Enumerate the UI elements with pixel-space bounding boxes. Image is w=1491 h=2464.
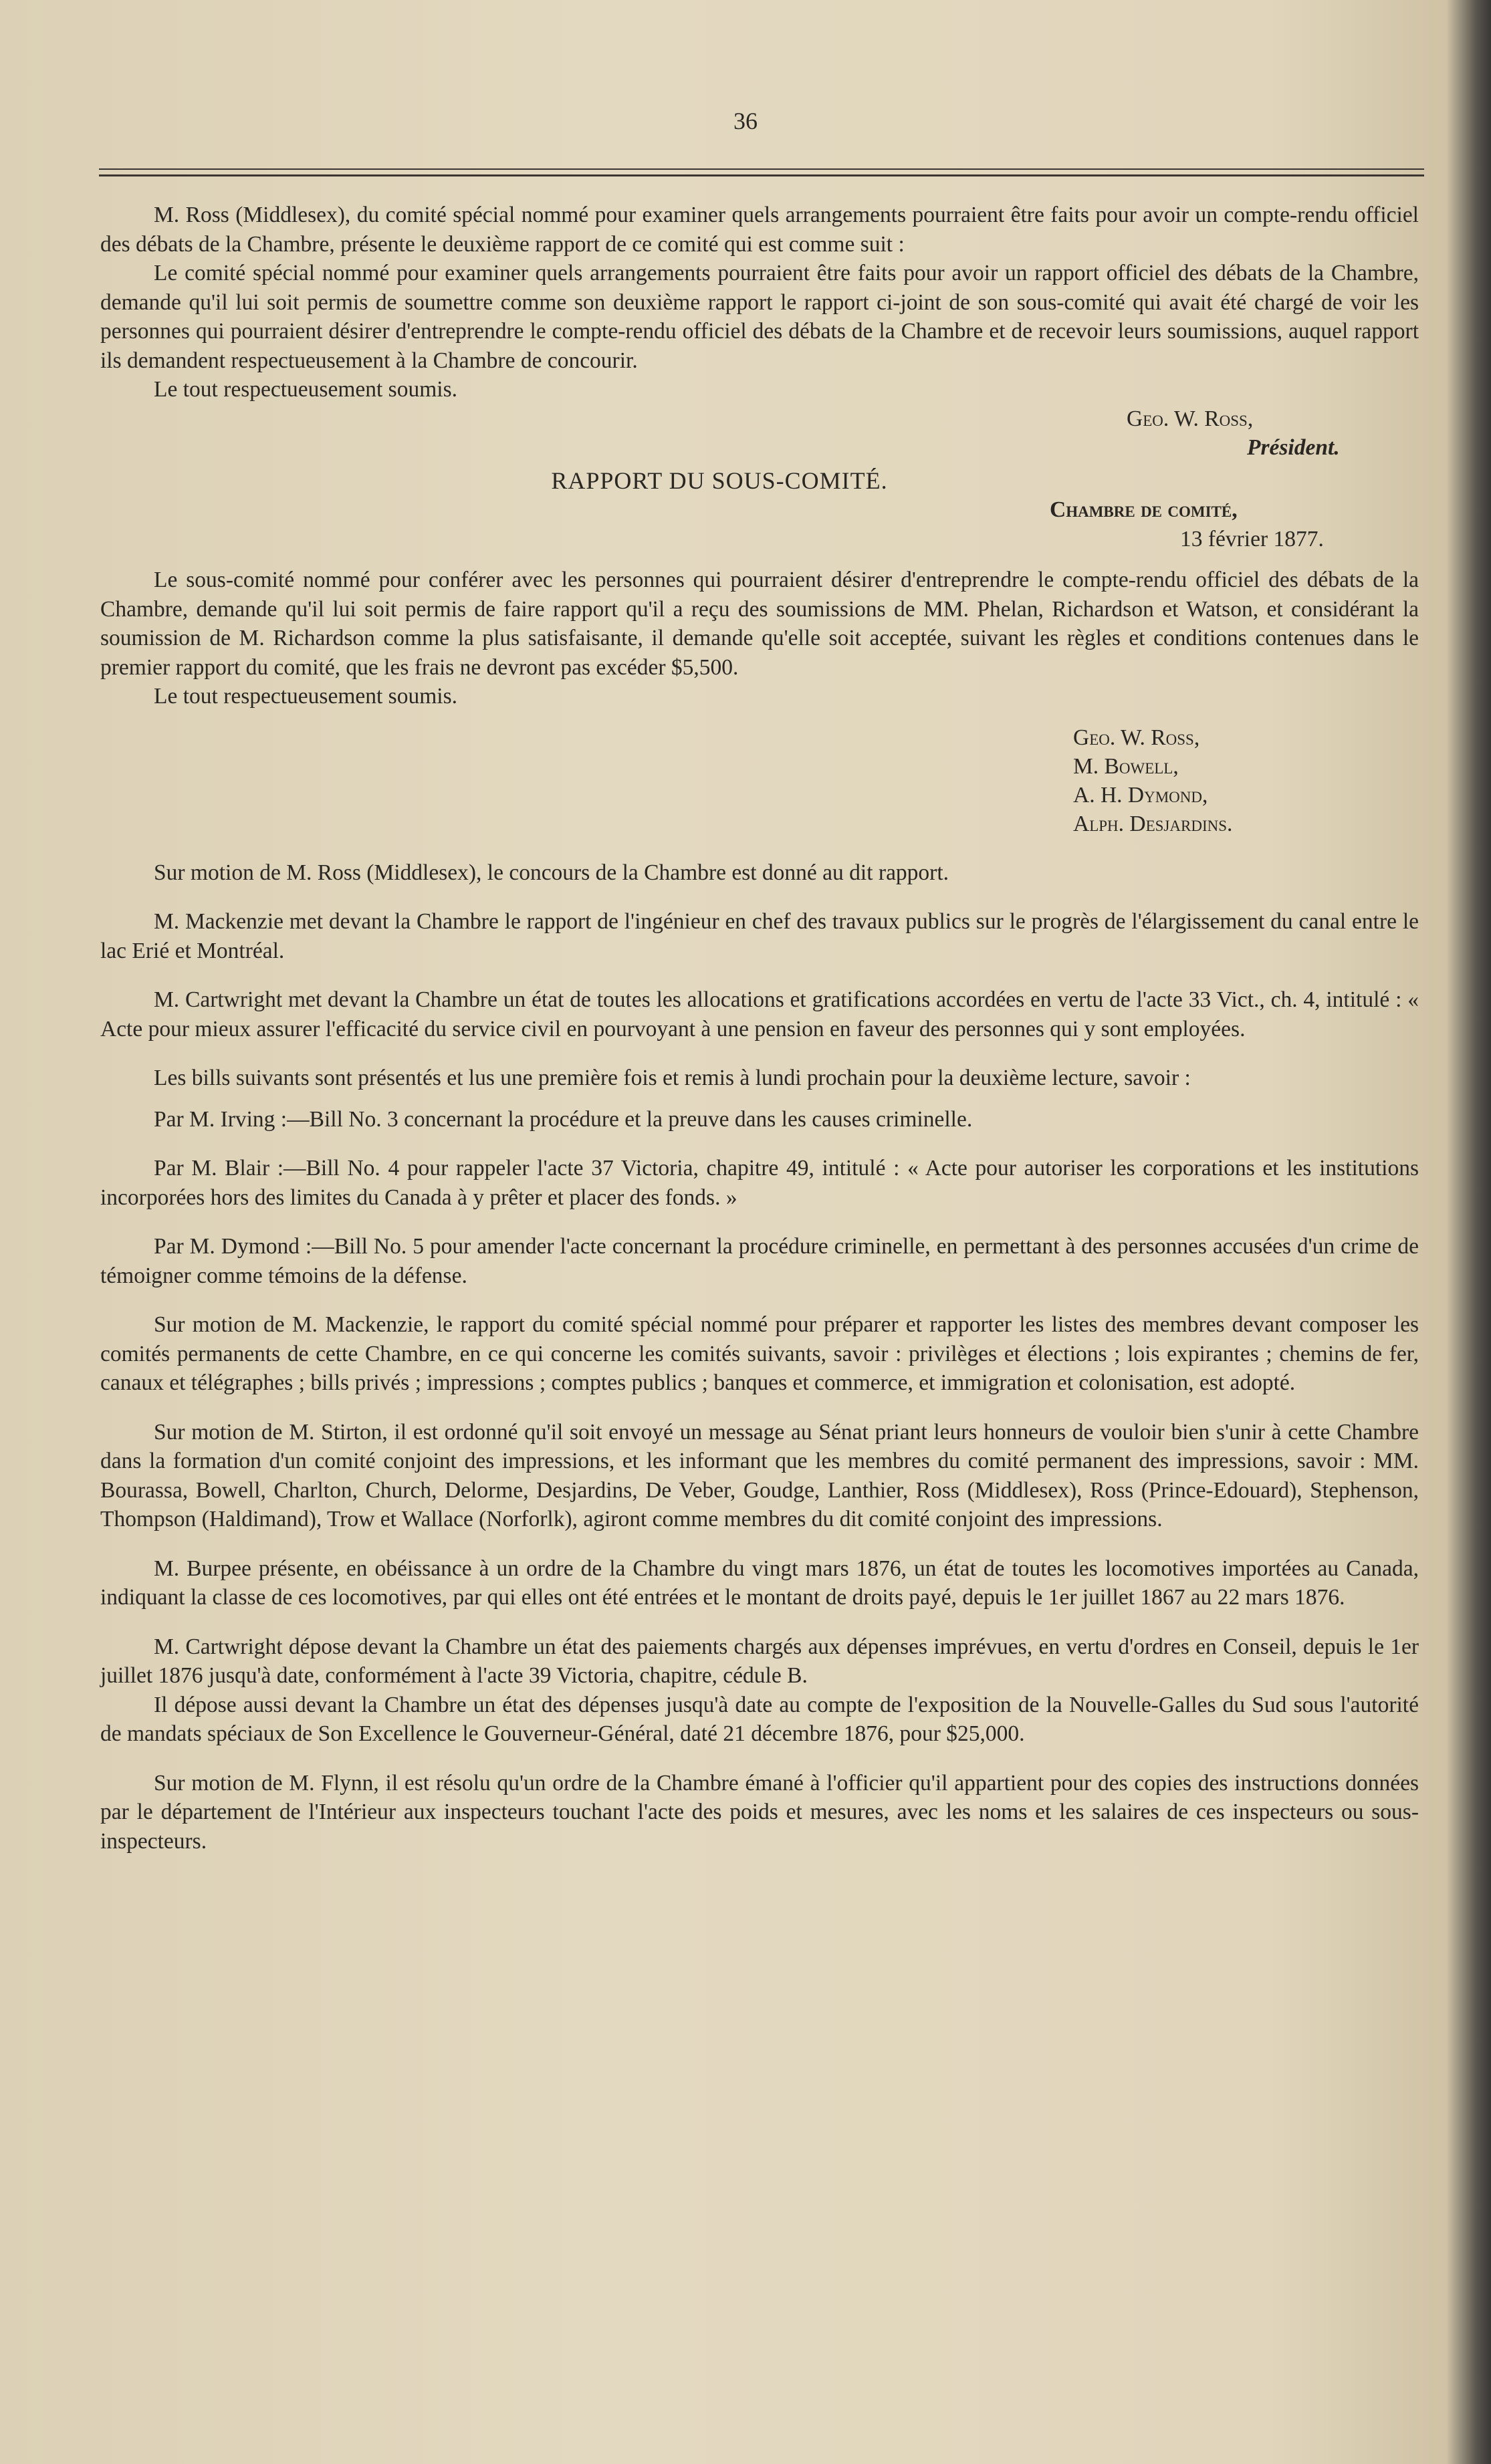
paragraph: Sur motion de M. Mackenzie, le rapport du comité spécial nommé pour préparer et rapporter les listes des membres devant composer les comités permanents de cette Chambre, en ce qui concerne les comités suivants, savoir : privilèges et élections ; lois expirantes ; chemins de fer, canaux et télégraphes ; bills privés ; impressions ; comptes publics ; banques et commerce, et immigration et colonisation, est adopté. bbox=[100, 1312, 1419, 1395]
signature-line: Geo. W. Ross, bbox=[1073, 725, 1200, 750]
committee-report-closing: Le tout respectueusement soumis. bbox=[154, 377, 458, 402]
signature-line: Alph. Desjardins. bbox=[1073, 811, 1233, 836]
committee-signature-title: Président. bbox=[1247, 435, 1340, 460]
committee-signature: Geo. W. Ross, bbox=[1127, 406, 1254, 431]
signature-line: M. Bowell, bbox=[1073, 753, 1179, 779]
paragraph: Sur motion de M. Flynn, il est résolu qu'un ordre de la Chambre émané à l'officier qu'il appartient pour des copies des instructions données par le département de l'Intérieur aux inspecteurs touchant l'acte des poids et mesures, avec les noms et les salaires de ces inspecteurs ou sous-inspecteurs. bbox=[100, 1770, 1419, 1854]
paragraph: M. Cartwright met devant la Chambre un état de toutes les allocations et gratifications accordées en vertu de l'acte 33 Vict., ch. 4, intitulé : « Acte pour mieux assurer l'efficacité du service civil en pourvoyant à une pension en faveur des personnes qui y sont employées. bbox=[100, 987, 1419, 1041]
paragraph: M. Mackenzie met devant la Chambre le rapport de l'ingénieur en chef des travaux publics sur le progrès de l'élargissement du canal entre le lac Erié et Montréal. bbox=[100, 909, 1419, 963]
paragraph: Il dépose aussi devant la Chambre un état des dépenses jusqu'à date au compte de l'exposition de la Nouvelle-Galles du Sud sous l'autorité de mandats spéciaux de Son Excellence le Gouverneur-Général, daté 21 décembre 1876, pour $25,000. bbox=[100, 1692, 1419, 1746]
paragraph: M. Cartwright dépose devant la Chambre un état des paiements chargés aux dépenses imprévues, en vertu d'ordres en Conseil, depuis le 1er juillet 1876 jusqu'à date, conformément à l'acte 39 Victoria, chapitre, cédule B. bbox=[100, 1634, 1419, 1688]
page-number: 36 bbox=[733, 108, 758, 134]
subcommittee-signatures bbox=[100, 723, 1419, 838]
signature-line: A. H. Dymond, bbox=[1073, 782, 1208, 808]
subcommittee-closing: Le tout respectueusement soumis. bbox=[154, 684, 458, 709]
paragraph: Sur motion de M. Ross (Middlesex), le concours de la Chambre est donné au dit rapport. bbox=[154, 860, 949, 885]
subcommittee-body: Le sous-comité nommé pour conférer avec les personnes qui pourraient désirer d'entreprendre le compte-rendu officiel des débats de la Chambre, demande qu'il lui soit permis de faire rapport qu'il a reçu des soumissions de MM. Phelan, Richardson et Watson, et considérant la soumission de M. Richardson comme la plus satisfaisante, il demande qu'elle soit acceptée, suivant les règles et conditions contenues dans le premier rapport du comité, que les frais ne devront pas excéder $5,500. bbox=[100, 568, 1419, 680]
header-rule bbox=[99, 168, 1424, 176]
paragraph: Les bills suivants sont présentés et lus une première fois et remis à lundi prochain pour la deuxième lecture, savoir : bbox=[154, 1066, 1191, 1090]
subcommittee-date: 13 février 1877. bbox=[1180, 526, 1324, 551]
committee-report-body: Le comité spécial nommé pour examiner quels arrangements pourraient être faits pour avoir un rapport officiel des débats de la Chambre, demande qu'il lui soit permis de soumettre comme son deuxième rapport le rapport ci-joint de son sous-comité qui avait été chargé de voir les personnes qui pourraient désirer d'entreprendre le compte-rendu officiel des débats de la Chambre et de recevoir leurs soumissions, auquel rapport ils demandent respectueusement à la Chambre de concourir. bbox=[100, 261, 1419, 373]
page-content bbox=[100, 201, 1419, 1856]
committee-report-intro: M. Ross (Middlesex), du comité spécial nommé pour examiner quels arrangements pourraient être faits pour avoir un compte-rendu officiel des débats de la Chambre, présente le deuxième rapport de ce comité qui est comme suit : bbox=[100, 203, 1419, 257]
paragraph: Sur motion de M. Stirton, il est ordonné qu'il soit envoyé un message au Sénat priant leurs honneurs de vouloir bien s'unir à cette Chambre dans la formation d'un comité conjoint des impressions, et les informant que les membres du comité permanent des impressions, savoir : MM. Bourassa, Bowell, Charlton, Church, Delorme, Desjardins, De Veber, Goudge, Lanthier, Ross (Middlesex), Ross (Prince-Edouard), Stephenson, Thompson (Haldimand), Trow et Wallace (Norforlk), agiront comme membres du dit comité conjoint des impressions. bbox=[100, 1419, 1419, 1531]
subcommittee-heading: RAPPORT DU SOUS-COMITÉ. bbox=[551, 467, 888, 494]
paragraph: Par M. Blair :—Bill No. 4 pour rappeler l'acte 37 Victoria, chapitre 49, intitulé : « Acte pour autoriser les corporations et les institutions incorporées hors des limites du Canada à y prêter et placer des fonds. » bbox=[100, 1156, 1419, 1210]
paragraph: Par M. Dymond :—Bill No. 5 pour amender l'acte concernant la procédure criminelle, en permettant à des personnes accusées d'un crime de témoigner comme témoins de la défense. bbox=[100, 1234, 1419, 1288]
subcommittee-place: Chambre de comité, bbox=[1050, 497, 1238, 522]
paragraph: M. Burpee présente, en obéissance à un ordre de la Chambre du vingt mars 1876, un état de toutes les locomotives importées au Canada, indiquant la classe de ces locomotives, par qui elles ont été entrées et le montant de droits payé, depuis le 1er juillet 1867 au 22 mars 1876. bbox=[100, 1556, 1419, 1610]
paragraph: Par M. Irving :—Bill No. 3 concernant la procédure et la preuve dans les causes criminelle. bbox=[154, 1106, 973, 1132]
